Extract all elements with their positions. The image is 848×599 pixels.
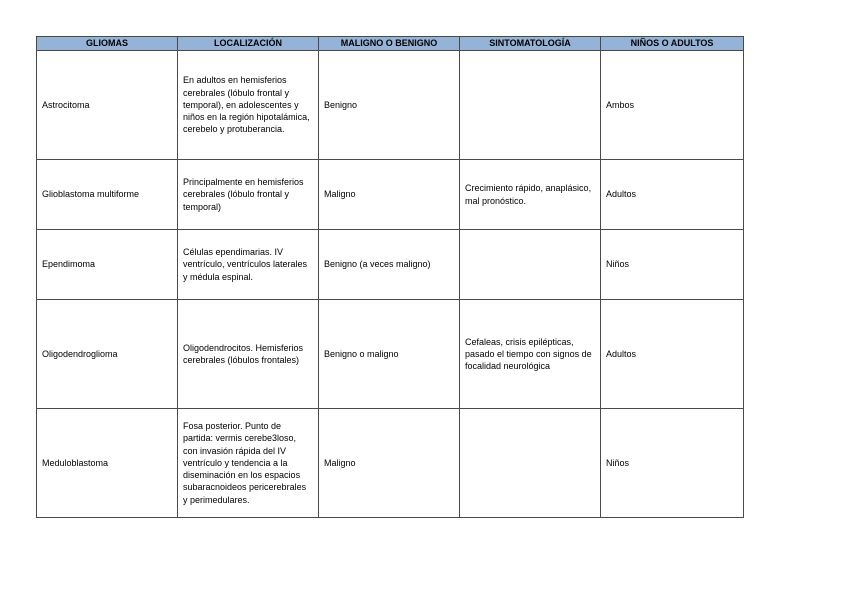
cell-localizacion: Principalmente en hemisferios cerebrales (lóbulo frontal y temporal) xyxy=(178,160,319,230)
header-sintomatologia: SINTOMATOLOGÍA xyxy=(460,37,601,51)
cell-sintomatologia: Cefaleas, crisis epilépticas, pasado el tiempo con signos de focalidad neurológica xyxy=(460,300,601,409)
cell-localizacion: Células ependimarias. IV ventrículo, ventrículos laterales y médula espinal. xyxy=(178,230,319,300)
header-localizacion: LOCALIZACIÓN xyxy=(178,37,319,51)
header-ninos-adultos: NIÑOS O ADULTOS xyxy=(601,37,744,51)
cell-sintomatologia xyxy=(460,409,601,518)
header-row xyxy=(37,37,744,51)
cell-maligno-benigno: Benigno (a veces maligno) xyxy=(319,230,460,300)
cell-glioma: Ependimoma xyxy=(37,230,178,300)
table-row xyxy=(37,51,744,160)
cell-glioma: Oligodendroglioma xyxy=(37,300,178,409)
cell-localizacion: En adultos en hemisferios cerebrales (lóbulo frontal y temporal), en adolescentes y niños en la región hipotalámica, cerebelo y protuberancia. xyxy=(178,51,319,160)
cell-glioma: Meduloblastoma xyxy=(37,409,178,518)
cell-sintomatologia xyxy=(460,51,601,160)
header-gliomas: GLIOMAS xyxy=(37,37,178,51)
cell-edad: Adultos xyxy=(601,160,744,230)
cell-edad: Niños xyxy=(601,409,744,518)
gliomas-table xyxy=(36,36,744,518)
cell-localizacion: Oligodendrocitos. Hemisferios cerebrales (lóbulos frontales) xyxy=(178,300,319,409)
cell-maligno-benigno: Maligno xyxy=(319,160,460,230)
table-row xyxy=(37,409,744,518)
cell-glioma: Astrocitoma xyxy=(37,51,178,160)
cell-maligno-benigno: Benigno o maligno xyxy=(319,300,460,409)
table-row xyxy=(37,230,744,300)
cell-sintomatologia xyxy=(460,230,601,300)
cell-edad: Niños xyxy=(601,230,744,300)
cell-maligno-benigno: Benigno xyxy=(319,51,460,160)
cell-glioma: Glioblastoma multiforme xyxy=(37,160,178,230)
cell-maligno-benigno: Maligno xyxy=(319,409,460,518)
header-maligno-benigno: MALIGNO O BENIGNO xyxy=(319,37,460,51)
cell-edad: Ambos xyxy=(601,51,744,160)
table-row xyxy=(37,300,744,409)
cell-sintomatologia: Crecimiento rápido, anaplásico, mal pronóstico. xyxy=(460,160,601,230)
cell-localizacion: Fosa posterior. Punto de partida: vermis cerebe3loso, con invasión rápida del IV ventrículo y tendencia a la diseminación en los espacios subaracnoideos pericerebrales y perimedulares. xyxy=(178,409,319,518)
cell-edad: Adultos xyxy=(601,300,744,409)
table-row xyxy=(37,160,744,230)
